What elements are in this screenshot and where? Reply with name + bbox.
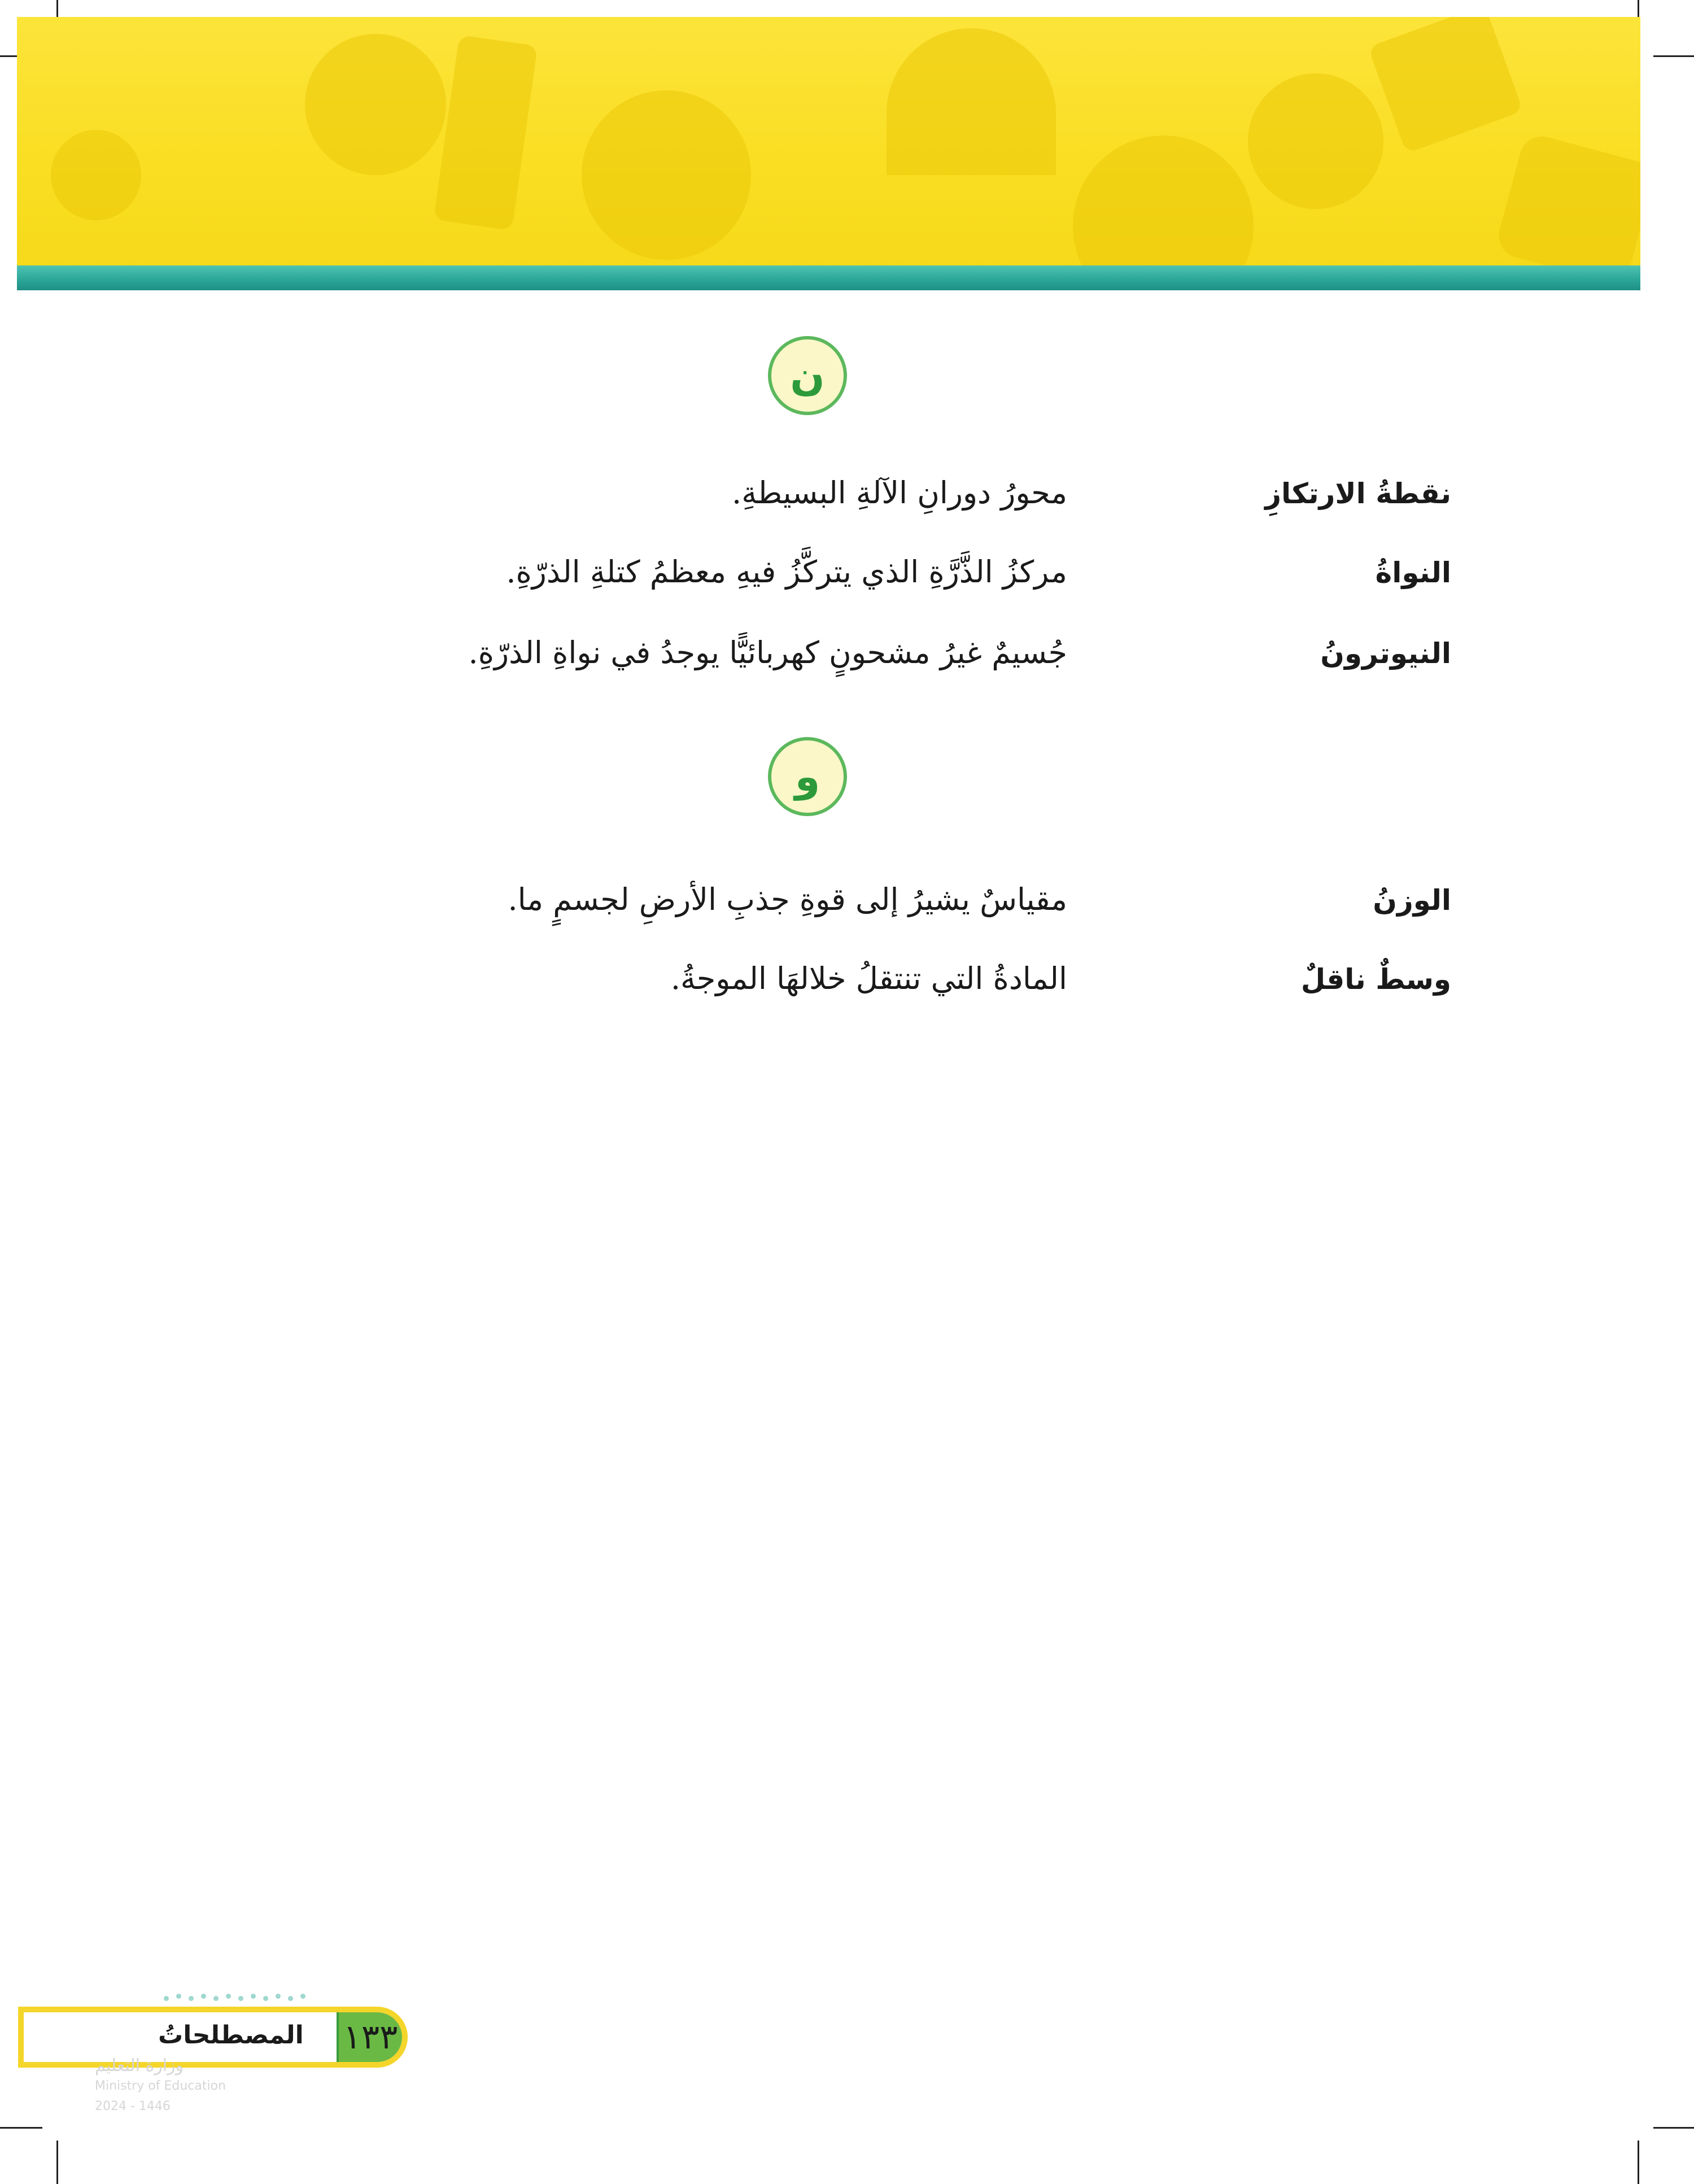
glossary-definition: محورُ دورانِ الآلةِ البسيطةِ. <box>732 475 1067 511</box>
banner-decoration <box>1494 132 1640 265</box>
header-banner <box>17 17 1640 265</box>
logo-dot <box>263 1996 268 2001</box>
crop-mark <box>1653 55 1694 57</box>
glossary-term: نقطةُ الارتكازِ <box>1265 477 1451 510</box>
logo-dot <box>251 1994 256 1999</box>
banner-decoration <box>1073 136 1254 265</box>
banner-decoration <box>582 90 751 260</box>
ministry-watermark <box>95 2056 226 2117</box>
banner-decoration <box>1368 17 1523 154</box>
glossary-term: النيوترونُ <box>1320 637 1451 670</box>
logo-dot <box>276 1994 281 1999</box>
page-number: ١٣٣ <box>339 2012 402 2062</box>
watermark-arabic: وزارة التعليم <box>95 2056 184 2076</box>
glossary-entry <box>0 637 1694 705</box>
banner-decoration <box>434 35 538 230</box>
logo-dot <box>226 1994 231 1999</box>
section-letter-badge: ن <box>768 336 847 415</box>
watermark-english: Ministry of Education <box>95 2079 226 2093</box>
glossary-definition: مركزُ الذَّرَّةِ الذي يتركَّزُ فيهِ معظمُ كتلةِ الذرّةِ. <box>506 554 1067 590</box>
crop-mark <box>1653 2127 1694 2129</box>
glossary-definition: جُسيمٌ غيرُ مشحونٍ كهربائيًّا يوجدُ في نواةِ الذرّةِ. <box>468 635 1067 670</box>
header-teal-bar <box>17 265 1640 290</box>
logo-dot <box>213 1996 219 2001</box>
glossary-definition: المادةُ التي تنتقلُ خلالهَا الموجةُ. <box>670 961 1067 996</box>
logo-dot <box>288 1996 293 2001</box>
banner-decoration <box>305 34 446 175</box>
logo-dot <box>238 1996 243 2001</box>
crop-mark <box>0 2127 42 2129</box>
logo-dot <box>176 1994 181 1999</box>
glossary-entry <box>0 477 1694 545</box>
glossary-term: وسطٌ ناقلٌ <box>1300 963 1451 996</box>
logo-dot <box>300 1994 305 1999</box>
crop-mark <box>56 2141 58 2184</box>
glossary-entry <box>0 556 1694 624</box>
footer-section-title: المصطلحاتُ <box>158 2021 304 2050</box>
glossary-entry <box>0 963 1694 1031</box>
crop-mark <box>1638 2141 1639 2184</box>
logo-dot <box>164 1996 169 2001</box>
glossary-definition: مقياسٌ يشيرُ إلى قوةِ جذبِ الأرضِ لجسمٍ ما. <box>508 882 1067 917</box>
glossary-term: النواةُ <box>1375 556 1451 589</box>
banner-decoration <box>887 28 1056 175</box>
section-letter-badge: و <box>768 737 847 816</box>
glossary-entry <box>0 884 1694 952</box>
logo-dot <box>189 1996 194 2001</box>
logo-dot <box>201 1994 206 1999</box>
glossary-term: الوزنُ <box>1373 884 1451 917</box>
banner-decoration <box>51 130 141 220</box>
banner-decoration <box>1248 73 1383 209</box>
watermark-year: 2024 - 1446 <box>95 2099 171 2113</box>
